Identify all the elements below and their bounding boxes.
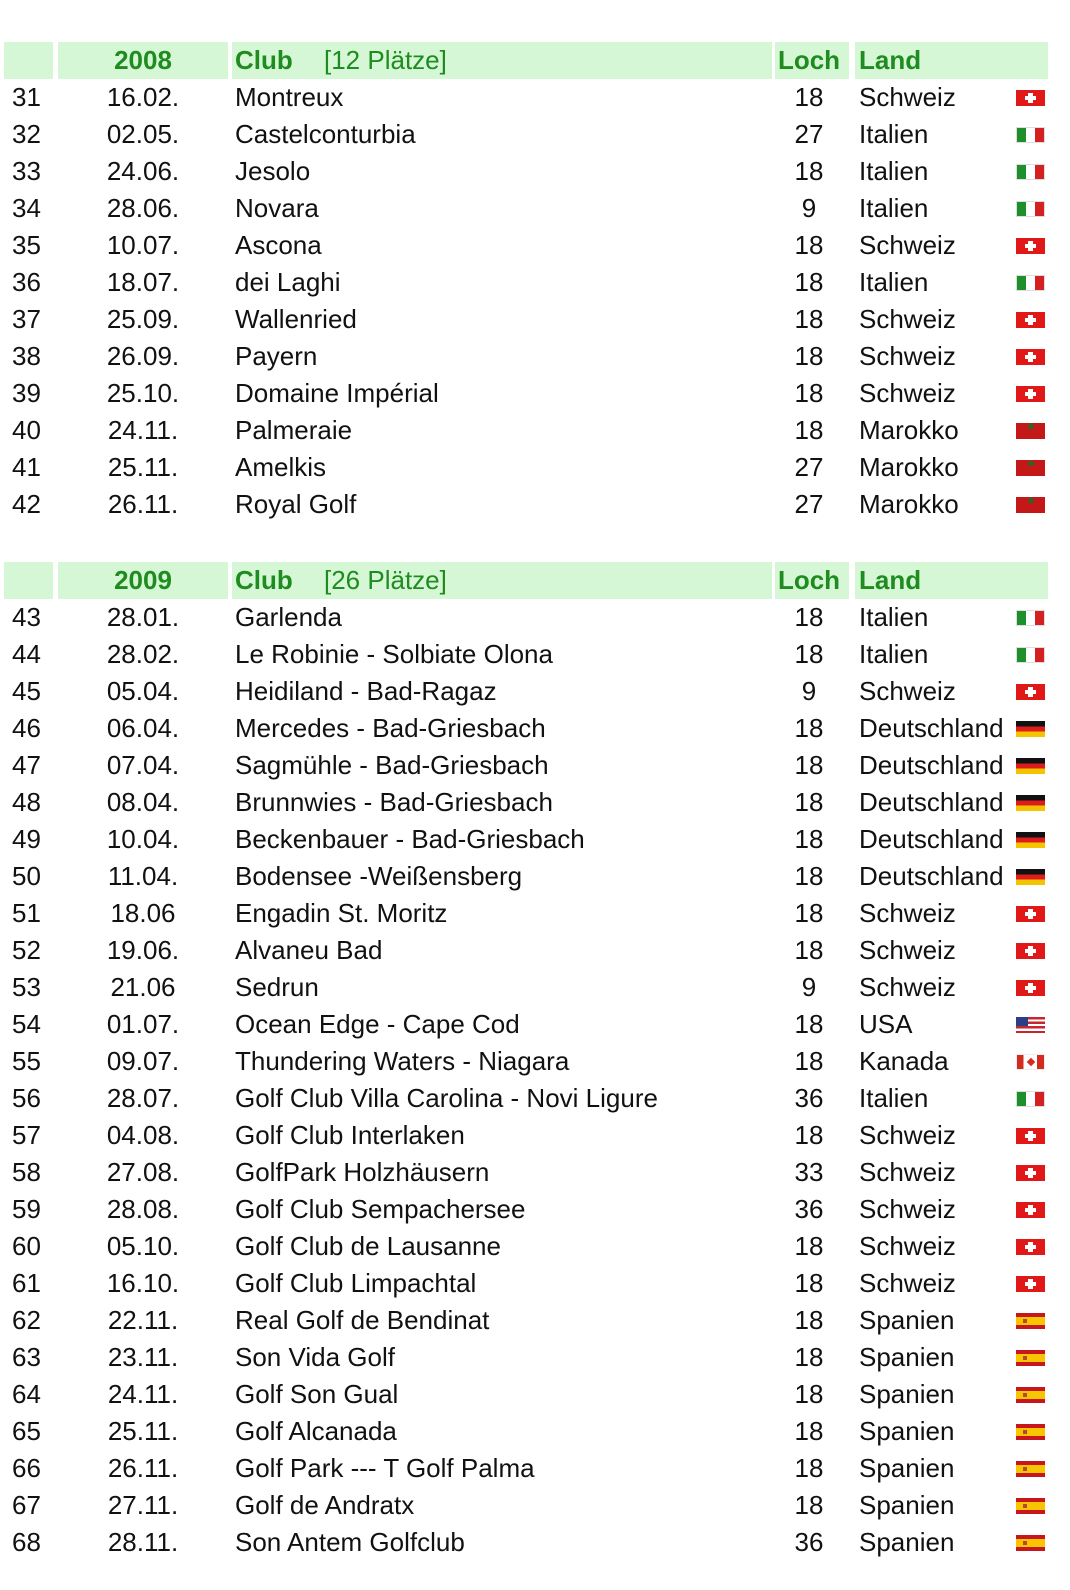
row-land: Kanada — [859, 1046, 949, 1076]
header-club: Club — [235, 565, 293, 595]
row-land: Italien — [859, 602, 929, 632]
row-date: 02.05. — [106, 119, 180, 149]
table-row — [0, 969, 1070, 1006]
ch-flag-icon — [1016, 1239, 1045, 1255]
es-flag-icon — [1016, 1461, 1045, 1477]
row-loch: 27 — [794, 489, 824, 519]
table-row — [0, 153, 1070, 190]
table-row — [0, 1191, 1070, 1228]
row-land: Marokko — [859, 452, 959, 482]
row-loch: 18 — [794, 1490, 824, 1520]
row-date: 26.11. — [107, 489, 179, 519]
row-land: Schweiz — [859, 341, 956, 371]
row-land: Schweiz — [859, 304, 956, 334]
row-number: 42 — [12, 489, 41, 519]
row-land: USA — [859, 1009, 913, 1039]
row-number: 34 — [12, 193, 41, 223]
row-club: Golf Park --- T Golf Palma — [235, 1453, 535, 1483]
es-flag-icon — [1016, 1424, 1045, 1440]
table-row — [0, 301, 1070, 338]
row-date: 21.06 — [110, 972, 176, 1002]
it-flag-icon — [1016, 610, 1045, 626]
row-land: Spanien — [859, 1379, 955, 1409]
row-date: 24.11. — [107, 415, 179, 445]
it-flag-icon — [1016, 164, 1045, 180]
row-club: Garlenda — [235, 602, 342, 632]
row-loch: 18 — [794, 824, 824, 854]
es-flag-icon — [1016, 1313, 1045, 1329]
row-land: Schweiz — [859, 1268, 956, 1298]
table-2009 — [0, 562, 1070, 1561]
row-club: Thundering Waters - Niagara — [235, 1046, 570, 1076]
header-background — [4, 42, 53, 79]
row-loch: 18 — [794, 378, 824, 408]
row-number: 59 — [12, 1194, 41, 1224]
row-loch: 27 — [794, 119, 824, 149]
row-loch: 18 — [794, 1231, 824, 1261]
row-date: 25.11. — [107, 1416, 179, 1446]
row-club: Golf Club de Lausanne — [235, 1231, 501, 1261]
row-number: 41 — [12, 452, 41, 482]
row-number: 54 — [12, 1009, 41, 1039]
row-date: 28.11. — [107, 1527, 179, 1557]
table-row — [0, 449, 1070, 486]
table-row — [0, 636, 1070, 673]
row-loch: 36 — [794, 1083, 824, 1113]
row-land: Italien — [859, 267, 929, 297]
ch-flag-icon — [1016, 980, 1045, 996]
row-date: 25.10. — [106, 378, 180, 408]
row-number: 36 — [12, 267, 41, 297]
header-background — [4, 562, 53, 599]
row-land: Schweiz — [859, 1120, 956, 1150]
table-row — [0, 116, 1070, 153]
row-number: 68 — [12, 1527, 41, 1557]
header-background — [232, 42, 772, 79]
row-number: 52 — [12, 935, 41, 965]
row-loch: 9 — [801, 972, 817, 1002]
row-club: Golf Club Limpachtal — [235, 1268, 477, 1298]
row-loch: 18 — [794, 639, 824, 669]
row-date: 09.07. — [106, 1046, 180, 1076]
row-loch: 18 — [794, 304, 824, 334]
table-row — [0, 375, 1070, 412]
table-row — [0, 1154, 1070, 1191]
row-number: 67 — [12, 1490, 41, 1520]
row-date: 18.06 — [110, 898, 176, 928]
row-land: Spanien — [859, 1342, 955, 1372]
row-loch: 18 — [794, 898, 824, 928]
row-date: 06.04. — [106, 713, 180, 743]
ch-flag-icon — [1016, 1128, 1045, 1144]
row-date: 16.10. — [106, 1268, 180, 1298]
ch-flag-icon — [1016, 349, 1045, 365]
row-number: 62 — [12, 1305, 41, 1335]
header-loch: Loch — [777, 565, 841, 595]
row-club: Engadin St. Moritz — [235, 898, 448, 928]
ch-flag-icon — [1016, 684, 1045, 700]
ch-flag-icon — [1016, 943, 1045, 959]
row-date: 18.07. — [106, 267, 180, 297]
row-land: Schweiz — [859, 1157, 956, 1187]
row-date: 27.08. — [106, 1157, 180, 1187]
row-number: 37 — [12, 304, 41, 334]
row-loch: 36 — [794, 1527, 824, 1557]
row-land: Schweiz — [859, 1231, 956, 1261]
table-row — [0, 1413, 1070, 1450]
row-number: 44 — [12, 639, 41, 669]
header-club: Club — [235, 45, 293, 75]
ma-flag-icon — [1016, 423, 1045, 439]
row-number: 33 — [12, 156, 41, 186]
row-loch: 18 — [794, 1268, 824, 1298]
row-land: Deutschland — [859, 861, 1004, 891]
ma-flag-icon — [1016, 497, 1045, 513]
row-land: Deutschland — [859, 824, 1004, 854]
table-row — [0, 1117, 1070, 1154]
row-club: GolfPark Holzhäusern — [235, 1157, 490, 1187]
row-club: Bodensee -Weißensberg — [235, 861, 523, 891]
row-number: 64 — [12, 1379, 41, 1409]
ch-flag-icon — [1016, 1165, 1045, 1181]
row-land: Schweiz — [859, 1194, 956, 1224]
row-date: 19.06. — [106, 935, 180, 965]
row-club: Golf Son Gual — [235, 1379, 399, 1409]
row-land: Deutschland — [859, 713, 1004, 743]
table-row — [0, 932, 1070, 969]
table-row — [0, 412, 1070, 449]
row-club: Royal Golf — [235, 489, 357, 519]
row-number: 55 — [12, 1046, 41, 1076]
es-flag-icon — [1016, 1498, 1045, 1514]
row-number: 63 — [12, 1342, 41, 1372]
row-date: 24.11. — [107, 1379, 179, 1409]
row-land: Italien — [859, 639, 929, 669]
row-date: 26.11. — [107, 1453, 179, 1483]
row-date: 01.07. — [106, 1009, 180, 1039]
ch-flag-icon — [1016, 386, 1045, 402]
row-date: 07.04. — [106, 750, 180, 780]
row-number: 43 — [12, 602, 41, 632]
row-number: 50 — [12, 861, 41, 891]
row-number: 66 — [12, 1453, 41, 1483]
row-date: 23.11. — [107, 1342, 179, 1372]
de-flag-icon — [1016, 832, 1045, 848]
it-flag-icon — [1016, 201, 1045, 217]
table-row — [0, 1080, 1070, 1117]
row-loch: 18 — [794, 861, 824, 891]
row-number: 45 — [12, 676, 41, 706]
row-number: 46 — [12, 713, 41, 743]
row-number: 35 — [12, 230, 41, 260]
row-club: Beckenbauer - Bad-Griesbach — [235, 824, 585, 854]
row-date: 24.06. — [106, 156, 180, 186]
us-flag-icon — [1016, 1017, 1045, 1033]
row-club: Golf Club Villa Carolina - Novi Ligure — [235, 1083, 658, 1113]
row-number: 48 — [12, 787, 41, 817]
row-land: Deutschland — [859, 787, 1004, 817]
row-land: Italien — [859, 156, 929, 186]
it-flag-icon — [1016, 647, 1045, 663]
row-club: Montreux — [235, 82, 344, 112]
ca-flag-icon — [1016, 1054, 1045, 1070]
es-flag-icon — [1016, 1387, 1045, 1403]
row-number: 47 — [12, 750, 41, 780]
row-club: Castelconturbia — [235, 119, 416, 149]
table-row — [0, 1228, 1070, 1265]
row-date: 25.09. — [106, 304, 180, 334]
row-land: Schweiz — [859, 935, 956, 965]
row-club: Golf Club Sempachersee — [235, 1194, 526, 1224]
row-loch: 18 — [794, 602, 824, 632]
row-date: 28.08. — [106, 1194, 180, 1224]
row-club: Wallenried — [235, 304, 357, 334]
row-club: Real Golf de Bendinat — [235, 1305, 490, 1335]
table-row — [0, 1487, 1070, 1524]
table-row — [0, 1302, 1070, 1339]
row-date: 25.11. — [107, 452, 179, 482]
table-row — [0, 1450, 1070, 1487]
es-flag-icon — [1016, 1535, 1045, 1551]
row-loch: 18 — [794, 341, 824, 371]
row-club: Domaine Impérial — [235, 378, 439, 408]
row-date: 08.04. — [106, 787, 180, 817]
row-loch: 18 — [794, 1009, 824, 1039]
row-loch: 18 — [794, 267, 824, 297]
row-club: dei Laghi — [235, 267, 341, 297]
row-club: Golf de Andratx — [235, 1490, 415, 1520]
row-land: Marokko — [859, 415, 959, 445]
row-land: Spanien — [859, 1527, 955, 1557]
row-land: Schweiz — [859, 82, 956, 112]
row-date: 10.04. — [106, 824, 180, 854]
table-row — [0, 1376, 1070, 1413]
table-row — [0, 784, 1070, 821]
table-row — [0, 599, 1070, 636]
row-date: 22.11. — [107, 1305, 179, 1335]
row-loch: 18 — [794, 1453, 824, 1483]
row-loch: 18 — [794, 156, 824, 186]
row-club: Mercedes - Bad-Griesbach — [235, 713, 546, 743]
row-number: 57 — [12, 1120, 41, 1150]
table-row — [0, 190, 1070, 227]
row-loch: 18 — [794, 1046, 824, 1076]
row-loch: 36 — [794, 1194, 824, 1224]
table-row — [0, 673, 1070, 710]
row-number: 38 — [12, 341, 41, 371]
row-club: Palmeraie — [235, 415, 353, 445]
table-header — [0, 562, 1070, 599]
row-number: 61 — [12, 1268, 41, 1298]
row-date: 27.11. — [107, 1490, 179, 1520]
row-club: Golf Club Interlaken — [235, 1120, 465, 1150]
row-loch: 18 — [794, 230, 824, 260]
table-row — [0, 1524, 1070, 1561]
row-club: Novara — [235, 193, 319, 223]
header-year: 2009 — [114, 565, 172, 595]
table-row — [0, 821, 1070, 858]
it-flag-icon — [1016, 275, 1045, 291]
ch-flag-icon — [1016, 90, 1045, 106]
row-land: Italien — [859, 193, 929, 223]
row-land: Schweiz — [859, 230, 956, 260]
row-loch: 18 — [794, 750, 824, 780]
row-date: 11.04. — [107, 861, 179, 891]
es-flag-icon — [1016, 1350, 1045, 1366]
row-land: Deutschland — [859, 750, 1004, 780]
table-row — [0, 338, 1070, 375]
row-number: 51 — [12, 898, 41, 928]
ma-flag-icon — [1016, 460, 1045, 476]
row-land: Spanien — [859, 1416, 955, 1446]
row-loch: 18 — [794, 713, 824, 743]
row-club: Ocean Edge - Cape Cod — [235, 1009, 520, 1039]
table-row — [0, 1006, 1070, 1043]
de-flag-icon — [1016, 758, 1045, 774]
ch-flag-icon — [1016, 238, 1045, 254]
ch-flag-icon — [1016, 1276, 1045, 1292]
row-date: 10.07. — [106, 230, 180, 260]
row-date: 28.01. — [106, 602, 180, 632]
row-date: 16.02. — [106, 82, 180, 112]
header-background — [232, 562, 772, 599]
row-club: Son Vida Golf — [235, 1342, 395, 1372]
row-club: Son Antem Golfclub — [235, 1527, 465, 1557]
row-number: 53 — [12, 972, 41, 1002]
row-club: Sedrun — [235, 972, 319, 1002]
row-number: 40 — [12, 415, 41, 445]
row-club: Le Robinie - Solbiate Olona — [235, 639, 553, 669]
row-date: 28.02. — [106, 639, 180, 669]
row-land: Schweiz — [859, 898, 956, 928]
row-loch: 18 — [794, 415, 824, 445]
row-club: Brunnwies - Bad-Griesbach — [235, 787, 553, 817]
table-row — [0, 858, 1070, 895]
row-number: 49 — [12, 824, 41, 854]
row-loch: 18 — [794, 1305, 824, 1335]
row-club: Amelkis — [235, 452, 327, 482]
row-number: 31 — [12, 82, 41, 112]
row-number: 58 — [12, 1157, 41, 1187]
row-date: 05.10. — [106, 1231, 180, 1261]
it-flag-icon — [1016, 127, 1045, 143]
row-loch: 18 — [794, 787, 824, 817]
row-land: Spanien — [859, 1490, 955, 1520]
table-row — [0, 264, 1070, 301]
row-club: Sagmühle - Bad-Griesbach — [235, 750, 549, 780]
row-land: Italien — [859, 1083, 929, 1113]
row-loch: 18 — [794, 82, 824, 112]
row-date: 26.09. — [106, 341, 180, 371]
de-flag-icon — [1016, 721, 1045, 737]
row-loch: 18 — [794, 1120, 824, 1150]
header-land: Land — [859, 565, 922, 595]
row-loch: 9 — [801, 193, 817, 223]
row-land: Spanien — [859, 1305, 955, 1335]
row-land: Schweiz — [859, 378, 956, 408]
row-club: Alvaneu Bad — [235, 935, 383, 965]
row-number: 65 — [12, 1416, 41, 1446]
de-flag-icon — [1016, 869, 1045, 885]
de-flag-icon — [1016, 795, 1045, 811]
row-loch: 18 — [794, 1379, 824, 1409]
row-loch: 33 — [794, 1157, 824, 1187]
row-date: 28.07. — [106, 1083, 180, 1113]
row-date: 28.06. — [106, 193, 180, 223]
table-row — [0, 79, 1070, 116]
header-land: Land — [859, 45, 922, 75]
header-year: 2008 — [114, 45, 172, 75]
row-club: Golf Alcanada — [235, 1416, 397, 1446]
table-row — [0, 710, 1070, 747]
ch-flag-icon — [1016, 312, 1045, 328]
ch-flag-icon — [1016, 906, 1045, 922]
table-row — [0, 1265, 1070, 1302]
row-loch: 18 — [794, 1342, 824, 1372]
row-club: Jesolo — [235, 156, 311, 186]
table-header — [0, 42, 1070, 79]
row-loch: 27 — [794, 452, 824, 482]
it-flag-icon — [1016, 1091, 1045, 1107]
row-club: Ascona — [235, 230, 322, 260]
header-count: [12 Plätze] — [324, 45, 447, 75]
row-land: Schweiz — [859, 676, 956, 706]
row-date: 04.08. — [106, 1120, 180, 1150]
row-number: 39 — [12, 378, 41, 408]
table-row — [0, 227, 1070, 264]
row-land: Italien — [859, 119, 929, 149]
row-number: 32 — [12, 119, 41, 149]
row-loch: 18 — [794, 1416, 824, 1446]
row-club: Heidiland - Bad-Ragaz — [235, 676, 497, 706]
table-row — [0, 747, 1070, 784]
header-count: [26 Plätze] — [324, 565, 447, 595]
row-loch: 18 — [794, 935, 824, 965]
table-row — [0, 486, 1070, 523]
row-land: Marokko — [859, 489, 959, 519]
row-loch: 9 — [801, 676, 817, 706]
ch-flag-icon — [1016, 1202, 1045, 1218]
row-number: 60 — [12, 1231, 41, 1261]
row-number: 56 — [12, 1083, 41, 1113]
table-row — [0, 895, 1070, 932]
row-land: Schweiz — [859, 972, 956, 1002]
table-2008 — [0, 42, 1070, 523]
row-club: Payern — [235, 341, 318, 371]
row-date: 05.04. — [106, 676, 180, 706]
table-row — [0, 1043, 1070, 1080]
table-row — [0, 1339, 1070, 1376]
header-loch: Loch — [777, 45, 841, 75]
row-land: Spanien — [859, 1453, 955, 1483]
